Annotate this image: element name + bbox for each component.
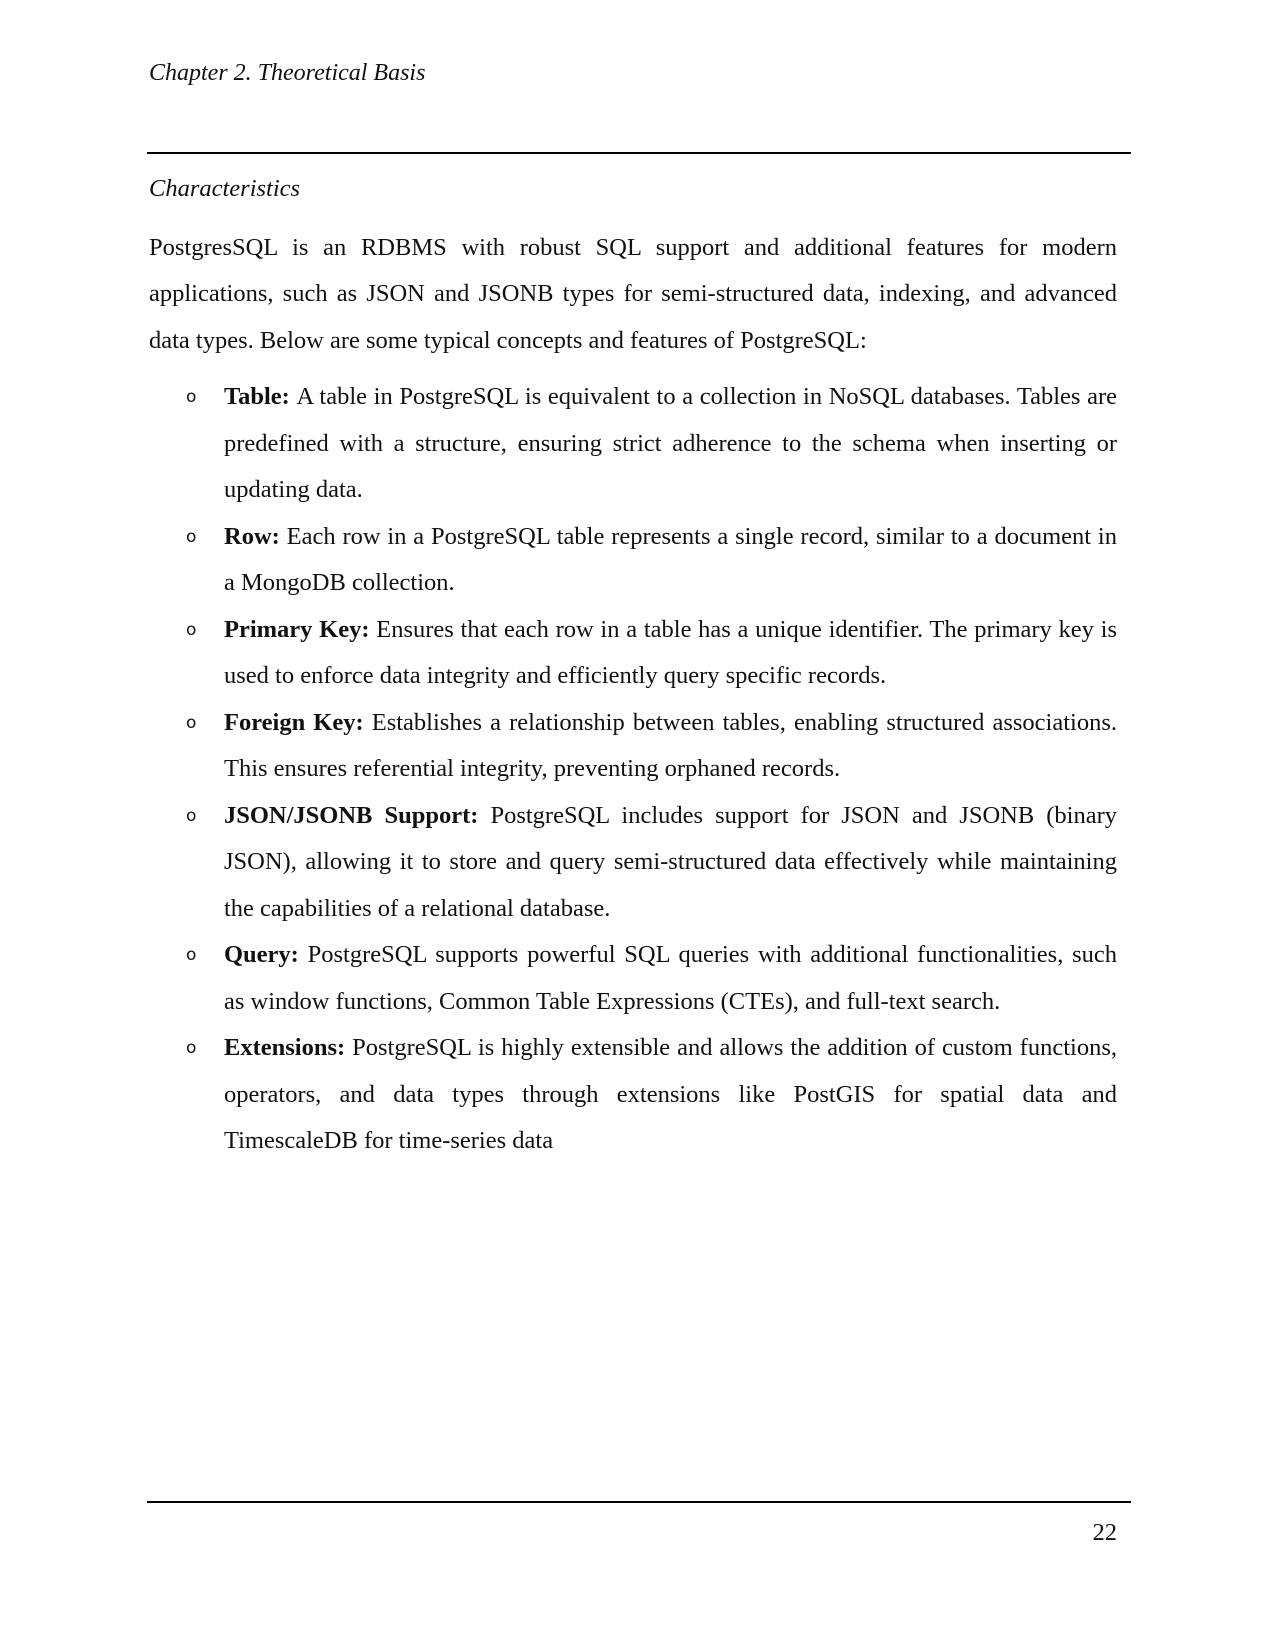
term-label: Extensions:	[224, 1034, 353, 1061]
bullet-icon: o	[186, 945, 197, 965]
bullet-icon: o	[186, 805, 197, 826]
feature-list	[149, 374, 1117, 1165]
term-label: Primary Key:	[224, 615, 377, 643]
term-description: PostgreSQL includes support for JSON and JSONB (binary JSON), allowing it to store and query semi-structured data effectively while maintaining the capabilities of a relational database.	[224, 801, 1117, 922]
list-item-foreign-key	[149, 700, 1117, 793]
list-item-row	[149, 514, 1117, 607]
term-description: PostgreSQL is highly extensible and allows the addition of custom functions, operators, and data types through extensions like PostGIS for spatial data and TimescaleDB for time-series data	[224, 1034, 1117, 1154]
intro-paragraph: PostgresSQL is an RDBMS with robust SQL support and additional features for modern applications, such as JSON and JSONB types for semi-structured data, indexing, and advanced data types. Below are some typical concepts and features of PostgreSQL:	[149, 233, 1117, 354]
bullet-icon: o	[186, 712, 197, 733]
bullet-icon: o	[186, 387, 197, 407]
section-heading: Characteristics	[149, 175, 301, 202]
footer-divider	[147, 1501, 1131, 1503]
term-description: PostgreSQL supports powerful SQL queries with additional functionalities, such as window functions, Common Table Expressions (CTEs), and full-text search.	[224, 941, 1118, 1015]
header-divider	[147, 152, 1131, 154]
list-item-extensions	[149, 1025, 1117, 1165]
list-item-primary-key	[149, 607, 1117, 700]
term-description: Establishes a relationship between tables, enabling structured associations. This ensures referential integrity, preventing orphaned records.	[224, 708, 1117, 782]
term-description: A table in PostgreSQL is equivalent to a collection in NoSQL databases. Tables are predefined with a structure, ensuring strict adherence to the schema when inserting or updating data.	[224, 383, 1118, 503]
term-label: JSON/JSONB Support:	[224, 801, 491, 829]
page-content	[149, 166, 1117, 1165]
list-item-query	[149, 932, 1117, 1025]
term-label: Row:	[224, 522, 287, 550]
bullet-icon: o	[186, 526, 197, 547]
term-label: Query:	[224, 941, 308, 968]
list-item-table	[149, 374, 1117, 514]
bullet-icon: o	[186, 619, 197, 640]
term-label: Foreign Key:	[224, 708, 372, 736]
page-number: 22	[1092, 1519, 1117, 1546]
running-header: Chapter 2. Theoretical Basis	[149, 60, 426, 86]
list-item-json-support	[149, 793, 1117, 933]
term-label: Table:	[224, 383, 297, 410]
term-description: Ensures that each row in a table has a unique identifier. The primary key is used to enforce data integrity and efficiently query specific records.	[224, 615, 1117, 689]
bullet-icon: o	[186, 1038, 197, 1058]
term-description: Each row in a PostgreSQL table represents a single record, similar to a document in a MongoDB collection.	[224, 522, 1117, 596]
